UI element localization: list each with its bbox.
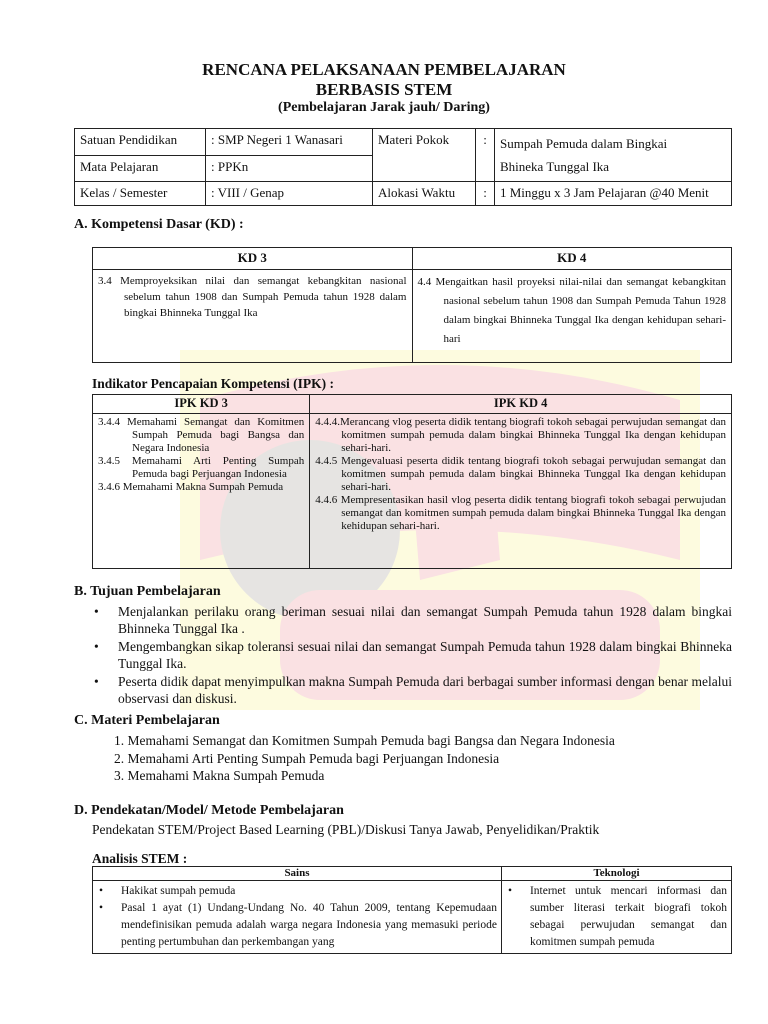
kd4-item: 4.4 Mengaitkan hasil proyeksi nilai-nilai dan semangat kebangkitan nasional sebelum tahun 1908 dan Sumpah Pemuda Tahun 1928 dalam bingkai Bhinneka Tunggal Ika dengan kehidupan sehari-hari xyxy=(417,276,726,345)
kd3-text xyxy=(93,270,413,363)
list-item xyxy=(97,900,497,951)
ipk-table xyxy=(92,394,732,569)
list-item: 3. Memahami Makna Sumpah Pemuda xyxy=(114,768,325,783)
teknologi-cell xyxy=(501,881,731,954)
materi-value-line1: Sumpah Pemuda dalam Bingkai xyxy=(500,136,668,151)
list-item-text: Internet untuk mencari informasi dan sumber literasi terkait biografi tokoh sebagai perwujudan semangat dan komitmen sumpah pemuda xyxy=(529,885,727,948)
materi-value xyxy=(495,129,732,182)
section-d-heading: D. Pendekatan/Model/ Metode Pembelajaran xyxy=(74,803,344,818)
list-item xyxy=(92,638,732,672)
list-item-text: Peserta didik dapat menyimpulkan makna Sumpah Pemuda dari berbagai sumber informasi dengan benar melalui observasi dan diskusi. xyxy=(118,674,732,706)
list-item xyxy=(506,883,727,951)
identity-table xyxy=(74,128,732,206)
ipk-kd4-item: 4.4.4.Merancang vlog peserta didik tentang biografi tokoh sebagai perwujudan semangat dan komitmen sumpah pemuda dalam bingkai Bhinneka Tunggal Ika dengan kehidupan sehari-hari. xyxy=(315,416,726,454)
list-item: 1. Memahami Semangat dan Komitmen Sumpah Pemuda bagi Bangsa dan Negara Indonesia xyxy=(114,733,615,748)
ipk-kd4-item: 4.4.5 Mengevaluasi peserta didik tentang biografi tokoh sebagai perwujudan semangat dan komitmen sumpah pemuda dalam bingkai Bhinneka Tunggal Ika dengan kehidupan sehari-hari. xyxy=(315,455,726,493)
kd3-header: KD 3 xyxy=(93,248,413,270)
materi-label: Materi Pokok xyxy=(373,129,476,182)
doc-title-line1: RENCANA PELAKSANAAN PEMBELAJARAN xyxy=(202,60,566,79)
materi-colon: : xyxy=(476,129,495,182)
bullet-icon: • xyxy=(94,639,99,654)
ipk-kd4-header: IPK KD 4 xyxy=(310,395,732,414)
ipk-kd3-cell xyxy=(93,414,310,569)
sains-list xyxy=(97,883,497,951)
ipk-kd3-item: 3.4.6 Memahami Makna Sumpah Pemuda xyxy=(98,481,284,493)
kelas-label: Kelas / Semester xyxy=(75,182,206,206)
ipk-kd3-item: 3.4.5 Memahami Arti Penting Sumpah Pemuda bagi Perjuangan Indonesia xyxy=(98,455,305,480)
bullet-icon: • xyxy=(94,604,99,619)
list-item xyxy=(92,673,732,707)
alokasi-colon: : xyxy=(476,182,495,206)
bullet-icon: • xyxy=(99,902,104,914)
mapel-label: Mata Pelajaran xyxy=(75,155,206,182)
ipk-kd4-cell xyxy=(310,414,732,569)
materi-list xyxy=(92,732,732,785)
teknologi-list xyxy=(506,883,727,951)
doc-subtitle: (Pembelajaran Jarak jauh/ Daring) xyxy=(278,100,490,115)
stem-table xyxy=(92,866,732,954)
materi-value-line2: Bhineka Tunggal Ika xyxy=(500,159,610,174)
alokasi-value: 1 Minggu x 3 Jam Pelajaran @40 Menit xyxy=(495,182,732,206)
bullet-icon: • xyxy=(94,674,99,689)
kd3-item: 3.4 Memproyeksikan nilai dan semangat kebangkitan nasional sebelum tahun 1908 dan Sumpah Pemuda tahun 1928 dalam bingkai Bhinneka Tunggal Ika xyxy=(98,275,407,319)
kd4-header: KD 4 xyxy=(412,248,732,270)
alokasi-label: Alokasi Waktu xyxy=(373,182,476,206)
bullet-icon: • xyxy=(99,885,104,897)
kd-table xyxy=(92,247,732,363)
kd4-text xyxy=(412,270,732,363)
bullet-icon: • xyxy=(507,885,512,897)
section-d-text: Pendekatan STEM/Project Based Learning (PBL)/Diskusi Tanya Jawab, Penyelidikan/Praktik xyxy=(92,822,600,837)
list-item-text: Hakikat sumpah pemuda xyxy=(121,885,236,897)
satuan-label: Satuan Pendidikan xyxy=(75,129,206,156)
satuan-value: : SMP Negeri 1 Wanasari xyxy=(206,129,373,156)
list-item-text: Mengembangkan sikap toleransi sesuai nilai dan semangat Sumpah Pemuda tahun 1928 dalam bingkai Bhinneka Tunggal Ika. xyxy=(118,639,732,671)
ipk-kd3-header: IPK KD 3 xyxy=(93,395,310,414)
ipk-kd4-item: 4.4.6 Mempresentasikan hasil vlog peserta didik tentang biografi tokoh sebagai perwujudan semangat dan komitmen sumpah pemuda dalam bingkai Bhinneka Tunggal Ika dengan kehidupan sehari-hari. xyxy=(315,494,726,532)
doc-title-line2: BERBASIS STEM xyxy=(315,80,453,99)
stem-heading: Analisis STEM : xyxy=(92,851,188,866)
section-b-heading: B. Tujuan Pembelajaran xyxy=(74,584,221,599)
sains-cell xyxy=(93,881,502,954)
ipk-heading: Indikator Pencapaian Kompetensi (IPK) : xyxy=(92,376,335,391)
list-item-text: Pasal 1 ayat (1) Undang-Undang No. 40 Tahun 2009, tentang Kepemudaan mendefinisikan pemuda adalah warga negara Indonesia yang memasuki periode penting pertumbuhan dan perkembangan yang xyxy=(121,902,497,948)
list-item xyxy=(92,603,732,637)
list-item: 2. Memahami Arti Penting Sumpah Pemuda bagi Perjuangan Indonesia xyxy=(114,750,500,766)
teknologi-header: Teknologi xyxy=(501,867,731,881)
tujuan-list xyxy=(92,603,732,708)
ipk-kd3-item: 3.4.4 Memahami Semangat dan Komitmen Sumpah Pemuda bagi Bangsa dan Negara Indonesia xyxy=(98,416,305,454)
list-item xyxy=(97,883,497,900)
section-c-heading: C. Materi Pembelajaran xyxy=(74,713,220,728)
sains-header: Sains xyxy=(93,867,502,881)
section-a-heading: A. Kompetensi Dasar (KD) : xyxy=(74,217,244,232)
list-item-text: Menjalankan perilaku orang beriman sesuai nilai dan semangat Sumpah Pemuda tahun 1928 dalam bingkai Bhinneka Tunggal Ika . xyxy=(118,604,732,636)
mapel-value: : PPKn xyxy=(206,155,373,182)
kelas-value: : VIII / Genap xyxy=(206,182,373,206)
